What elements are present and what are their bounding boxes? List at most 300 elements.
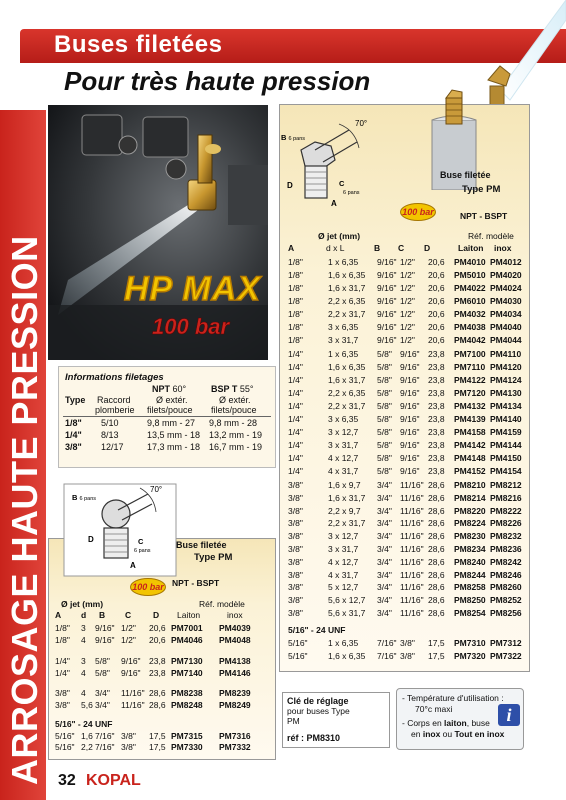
- header-ref: Réf. modèle: [468, 231, 514, 241]
- row-a: 1/4": [288, 466, 303, 476]
- row-laiton: PM4038: [454, 322, 486, 332]
- col-npt: NPT 60°: [152, 384, 187, 394]
- b-label: B 6 pans: [281, 133, 306, 142]
- row-dd: 17,5: [149, 742, 166, 752]
- row-inox: PM4130: [490, 388, 522, 398]
- row-dxl: 4 x 12,7: [328, 453, 359, 463]
- page-subtitle: Pour très haute pression: [64, 66, 371, 96]
- row-b: 5/8": [377, 466, 392, 476]
- row-laiton: PM4152: [454, 466, 486, 476]
- row-laiton: PM8220: [454, 505, 486, 516]
- row-b: 3/4": [377, 480, 392, 490]
- row-b: 9/16": [377, 296, 397, 306]
- row-laiton: PM7315: [171, 731, 203, 741]
- row-a: 1/8": [288, 335, 303, 345]
- big-thread: NPT - BSPT: [460, 211, 508, 221]
- row-a: 3/8": [288, 608, 303, 618]
- row-b: 3/4": [377, 595, 392, 606]
- row-b: 5/8": [377, 362, 392, 372]
- header-ref: Réf. modèle: [199, 599, 245, 609]
- info-cell: 12/17: [101, 442, 124, 452]
- row-c: 11/16": [400, 569, 424, 580]
- row-b: 7/16": [377, 638, 397, 648]
- row-inox: PM4124: [490, 375, 522, 385]
- row-a: 3/8": [288, 569, 303, 580]
- header-dxl: d x L: [326, 243, 345, 253]
- note-temp: - Température d'utilisation :: [402, 693, 504, 703]
- row-d: 20,6: [428, 283, 445, 293]
- row-inox: PM4140: [490, 414, 522, 424]
- row-c: 1/2": [400, 283, 415, 293]
- c-label: C: [339, 179, 345, 188]
- big-type: Type PM: [462, 184, 501, 195]
- row-a: 3/8": [288, 492, 303, 503]
- nozzle-drawing-large: [279, 104, 439, 214]
- row-dd: 23,8: [149, 656, 166, 666]
- row-c: 1/2": [400, 270, 415, 280]
- row-inox: PM4159: [490, 427, 522, 437]
- row-laiton: PM8224: [454, 518, 486, 529]
- row-b: 3/4": [95, 688, 110, 698]
- row-laiton: PM4042: [454, 335, 486, 345]
- row-inox: PM4048: [219, 635, 251, 645]
- row-b: 5/8": [377, 414, 392, 424]
- header-ext1: Ø extér.: [156, 395, 188, 405]
- row-dxl: 2,2 x 6,35: [328, 388, 366, 398]
- unf-title: 5/16" - 24 UNF: [288, 625, 346, 635]
- header-type: Type: [65, 395, 86, 405]
- row-c: 11/16": [400, 608, 424, 618]
- note-temp-value: 70°c maxi: [415, 704, 453, 714]
- row-laiton: PM4142: [454, 440, 486, 450]
- big-title: Buse filetée: [440, 170, 491, 180]
- nozzle-drawing-small: [60, 480, 180, 580]
- hp-pressure-logo: 100 bar: [152, 314, 230, 339]
- row-d: 20,6: [428, 309, 445, 319]
- row-d: 20,6: [428, 296, 445, 306]
- row-c: 9/16": [400, 466, 420, 476]
- row-b: 3/4": [377, 608, 392, 618]
- info-box-title: Informations filetages: [65, 372, 164, 383]
- row-b: 7/16": [95, 731, 115, 741]
- row-dxl: 1 x 6,35: [328, 638, 359, 648]
- row-c: 1/2": [400, 322, 415, 332]
- row-a: 3/8": [288, 480, 303, 490]
- row-c: 9/16": [400, 414, 420, 424]
- row-c: 9/16": [400, 362, 420, 372]
- row-b: 5/8": [377, 349, 392, 359]
- row-dxl: 5,6 x 12,7: [328, 595, 366, 606]
- row-b: 3/4": [377, 569, 392, 580]
- header-inox: inox: [494, 243, 512, 253]
- brand-name: KOPAL: [86, 772, 141, 789]
- row-c: 9/16": [121, 668, 141, 678]
- small-b-label: B 6 pans: [72, 493, 97, 502]
- clef-ref: réf : PM8310: [287, 733, 341, 743]
- row-inox: PM8249: [219, 700, 251, 710]
- row-laiton: PM7320: [454, 651, 486, 661]
- row-a: 3/8": [55, 700, 70, 710]
- row-inox: PM4020: [490, 270, 522, 280]
- row-c: 11/16": [400, 544, 424, 554]
- row-d: 23,8: [428, 362, 445, 372]
- row-inox: PM8236: [490, 544, 522, 554]
- row-b: 9/16": [377, 270, 397, 280]
- row-a: 1/4": [288, 440, 303, 450]
- row-dxl: 2,2 x 31,7: [328, 401, 366, 411]
- row-laiton: PM4132: [454, 401, 486, 411]
- row-dxl: 1,6 x 31,7: [328, 283, 366, 293]
- row-c: 9/16": [400, 401, 420, 411]
- row-laiton: PM4046: [171, 635, 203, 645]
- row-dxl: 3 x 31,7: [328, 335, 359, 345]
- row-b: 7/16": [377, 651, 397, 661]
- row-dxl: 2,2 x 31,7: [328, 309, 366, 319]
- row-a: 3/8": [55, 688, 70, 698]
- row-c: 3/8": [121, 742, 136, 752]
- row-a: 5/16": [288, 638, 308, 648]
- small-c-pans-label: 6 pans: [134, 548, 151, 554]
- row-inox: PM4040: [490, 322, 522, 332]
- row-d: 28,6: [428, 505, 445, 516]
- row-d: 23,8: [428, 427, 445, 437]
- row-c: 11/16": [121, 700, 145, 710]
- row-c: 1/2": [400, 309, 415, 319]
- row-inox: PM4110: [490, 349, 522, 359]
- row-dd: 28,6: [149, 688, 166, 698]
- clef-line1: Clé de réglage: [287, 696, 349, 706]
- header-b: B: [374, 243, 381, 253]
- row-a: 1/8": [288, 296, 303, 306]
- row-laiton: PM8210: [454, 480, 486, 490]
- row-a: 1/4": [288, 453, 303, 463]
- row-d: 23,8: [428, 466, 445, 476]
- unf-title: 5/16" - 24 UNF: [55, 719, 113, 729]
- row-dxl: 1,6 x 6,35: [328, 651, 366, 661]
- row-d: 20,6: [428, 270, 445, 280]
- row-laiton: PM4010: [454, 257, 486, 267]
- row-d: 28,6: [428, 492, 445, 503]
- row-dxl: 1 x 6,35: [328, 349, 359, 359]
- row-a: 5/16": [55, 742, 75, 752]
- row-inox: PM8260: [490, 582, 522, 593]
- row-d: 3: [81, 623, 86, 633]
- row-a: 1/4": [288, 349, 303, 359]
- row-c: 1/2": [400, 335, 415, 345]
- row-c: 11/16": [400, 492, 424, 503]
- info-cell: 9,8 mm - 28: [209, 418, 258, 428]
- small-c-label: C: [138, 537, 144, 546]
- row-a: 1/8": [288, 322, 303, 332]
- row-d: 2,2: [81, 742, 93, 752]
- header-a: A: [55, 610, 62, 620]
- adjustment-key-box: [282, 692, 390, 748]
- page-title: Buses filetées: [54, 31, 223, 58]
- row-a: 3/8": [288, 505, 303, 516]
- info-cell: 16,7 mm - 19: [209, 442, 263, 452]
- row-b: 9/16": [377, 335, 397, 345]
- row-a: 1/4": [288, 362, 303, 372]
- row-dxl: 3 x 12,7: [328, 531, 359, 542]
- info-cell: 3/8": [65, 442, 82, 452]
- row-a: 1/8": [288, 270, 303, 280]
- header-laiton: Laiton: [177, 610, 201, 620]
- row-dd: 20,6: [149, 635, 166, 645]
- row-d: 23,8: [428, 414, 445, 424]
- row-b: 3/4": [377, 518, 392, 529]
- header-jet: Ø jet (mm): [318, 231, 361, 241]
- row-c: 1/2": [400, 296, 415, 306]
- row-d: 23,8: [428, 440, 445, 450]
- row-a: 3/8": [288, 582, 303, 593]
- header-d: D: [424, 243, 431, 253]
- row-a: 1/8": [288, 309, 303, 319]
- d-label: D: [287, 181, 293, 190]
- row-d: 28,6: [428, 569, 445, 580]
- row-dxl: 1 x 6,35: [328, 257, 359, 267]
- row-b: 5/8": [377, 401, 392, 411]
- row-dxl: 2,2 x 9,7: [328, 505, 361, 516]
- row-laiton: PM4148: [454, 453, 486, 463]
- row-dxl: 5,6 x 31,7: [328, 608, 366, 618]
- header-c: C: [125, 610, 132, 620]
- row-inox: PM8222: [490, 505, 522, 516]
- row-a: 3/8": [288, 518, 303, 529]
- row-dxl: 3 x 6,35: [328, 322, 359, 332]
- row-inox: PM4012: [490, 257, 522, 267]
- row-d: 28,6: [428, 531, 445, 542]
- row-c: 3/8": [400, 638, 415, 648]
- header-plomberie: plomberie: [95, 405, 135, 415]
- row-a: 1/8": [55, 623, 70, 633]
- row-dxl: 3 x 31,7: [328, 440, 359, 450]
- row-inox: PM8216: [490, 492, 522, 503]
- row-d: 23,8: [428, 401, 445, 411]
- row-d: 17,5: [428, 651, 445, 661]
- row-a: 1/4": [288, 401, 303, 411]
- row-b: 5/8": [377, 427, 392, 437]
- row-c: 9/16": [400, 427, 420, 437]
- hp-max-logo: HP MAX: [124, 270, 261, 308]
- row-inox: PM8226: [490, 518, 522, 529]
- row-inox: PM4034: [490, 309, 522, 319]
- row-b: 9/16": [95, 635, 115, 645]
- row-laiton: PM8238: [171, 688, 203, 698]
- clef-line2: pour buses Type: [287, 706, 350, 716]
- small-pressure-badge: 100 bar: [130, 578, 166, 596]
- small-thread: NPT - BSPT: [172, 578, 220, 588]
- row-c: 3/8": [400, 651, 415, 661]
- row-laiton: PM7110: [454, 362, 486, 372]
- row-b: 3/4": [377, 544, 392, 554]
- row-a: 3/8": [288, 544, 303, 554]
- row-inox: PM7312: [490, 638, 522, 648]
- row-c: 1/2": [121, 623, 136, 633]
- row-d: 23,8: [428, 453, 445, 463]
- row-a: 1/8": [288, 283, 303, 293]
- row-laiton: PM8250: [454, 595, 486, 606]
- row-inox: PM4024: [490, 283, 522, 293]
- row-a: 1/4": [55, 656, 70, 666]
- row-a: 3/8": [288, 531, 303, 542]
- big-pressure-badge: 100 bar: [400, 203, 436, 221]
- row-d: 23,8: [428, 388, 445, 398]
- row-dd: 20,6: [149, 623, 166, 633]
- row-laiton: PM7140: [171, 668, 203, 678]
- row-laiton: PM4122: [454, 375, 486, 385]
- header-d: d: [81, 610, 87, 620]
- row-c: 11/16": [400, 531, 424, 542]
- info-icon: i: [498, 704, 520, 726]
- header-a: A: [288, 243, 295, 253]
- info-divider: [63, 416, 271, 417]
- row-laiton: PM7130: [171, 656, 203, 666]
- row-c: 11/16": [400, 582, 424, 593]
- row-b: 3/4": [377, 556, 392, 567]
- row-inox: PM4030: [490, 296, 522, 306]
- info-cell: 13,5 mm - 18: [147, 430, 201, 440]
- row-b: 3/4": [377, 582, 392, 593]
- row-laiton: PM4032: [454, 309, 486, 319]
- row-laiton: PM6010: [454, 296, 486, 306]
- row-c: 11/16": [121, 688, 145, 698]
- row-d: 28,6: [428, 608, 445, 618]
- row-laiton: PM8244: [454, 569, 486, 580]
- row-c: 1/2": [400, 257, 415, 267]
- row-a: 3/8": [288, 595, 303, 606]
- row-dxl: 5 x 12,7: [328, 582, 359, 593]
- row-inox: PM4120: [490, 362, 522, 372]
- header-dd: D: [153, 610, 160, 620]
- row-d: 20,6: [428, 257, 445, 267]
- row-inox: PM8252: [490, 595, 522, 606]
- row-d: 3: [81, 656, 86, 666]
- row-inox: PM4150: [490, 453, 522, 463]
- header-jet: Ø jet (mm): [61, 599, 104, 609]
- row-d: 28,6: [428, 556, 445, 567]
- row-a: 3/8": [288, 556, 303, 567]
- row-inox: PM4044: [490, 335, 522, 345]
- row-inox: PM4154: [490, 466, 522, 476]
- row-d: 5,6: [81, 700, 93, 710]
- row-d: 23,8: [428, 349, 445, 359]
- row-a: 1/4": [288, 414, 303, 424]
- row-laiton: PM5010: [454, 270, 486, 280]
- small-type: Type PM: [194, 552, 233, 563]
- row-dd: 17,5: [149, 731, 166, 741]
- a-label: A: [331, 199, 337, 208]
- thread-info-box: [58, 366, 276, 468]
- row-d: 28,6: [428, 595, 445, 606]
- row-inox: PM4039: [219, 623, 251, 633]
- row-dxl: 4 x 12,7: [328, 556, 359, 567]
- info-cell: 8/13: [101, 430, 119, 440]
- small-a-label: A: [130, 561, 136, 570]
- row-laiton: PM4139: [454, 414, 486, 424]
- row-b: 9/16": [377, 322, 397, 332]
- header-inox: inox: [227, 610, 243, 620]
- row-b: 5/8": [377, 453, 392, 463]
- row-c: 9/16": [121, 656, 141, 666]
- row-laiton: PM8248: [171, 700, 203, 710]
- row-d: 4: [81, 635, 86, 645]
- clef-line3: PM: [287, 716, 300, 726]
- row-d: 20,6: [428, 335, 445, 345]
- row-c: 9/16": [400, 349, 420, 359]
- row-laiton: PM7330: [171, 742, 203, 752]
- row-b: 7/16": [95, 742, 115, 752]
- angle-label: 70°: [355, 119, 368, 128]
- row-inox: PM4138: [219, 656, 251, 666]
- row-laiton: PM4158: [454, 427, 486, 437]
- row-d: 4: [81, 688, 86, 698]
- row-a: 5/16": [55, 731, 75, 741]
- row-dxl: 2,2 x 6,35: [328, 296, 366, 306]
- row-laiton: PM7001: [171, 623, 203, 633]
- info-cell: 17,3 mm - 18: [147, 442, 201, 452]
- row-c: 9/16": [400, 375, 420, 385]
- row-inox: PM7332: [219, 742, 251, 752]
- row-dxl: 1,6 x 31,7: [328, 492, 366, 503]
- row-d: 28,6: [428, 480, 445, 490]
- note-nozzle: en inox ou Tout en inox: [411, 729, 505, 739]
- row-inox: PM4146: [219, 668, 251, 678]
- row-dxl: 1,6 x 9,7: [328, 480, 361, 490]
- row-inox: PM8242: [490, 556, 522, 567]
- row-a: 1/8": [55, 635, 70, 645]
- row-laiton: PM7120: [454, 388, 486, 398]
- info-cell: 9,8 mm - 27: [147, 418, 196, 428]
- row-dxl: 1,6 x 31,7: [328, 375, 366, 385]
- info-cell: 1/4": [65, 430, 82, 440]
- row-inox: PM8239: [219, 688, 251, 698]
- row-c: 11/16": [400, 595, 424, 606]
- row-b: 9/16": [95, 623, 115, 633]
- row-dxl: 3 x 12,7: [328, 427, 359, 437]
- row-inox: PM8246: [490, 569, 522, 580]
- row-dxl: 4 x 31,7: [328, 466, 359, 476]
- info-cell: 5/10: [101, 418, 119, 428]
- row-a: 1/4": [55, 668, 70, 678]
- row-inox: PM4144: [490, 440, 522, 450]
- row-c: 9/16": [400, 440, 420, 450]
- row-d: 28,6: [428, 518, 445, 529]
- header-ext2: Ø extér.: [219, 395, 251, 405]
- row-b: 9/16": [377, 257, 397, 267]
- row-b: 9/16": [377, 309, 397, 319]
- row-d: 1,6: [81, 731, 93, 741]
- row-dxl: 3 x 31,7: [328, 544, 359, 554]
- row-laiton: PM8234: [454, 544, 486, 554]
- row-c: 9/16": [400, 453, 420, 463]
- row-d: 20,6: [428, 322, 445, 332]
- row-dd: 28,6: [149, 700, 166, 710]
- row-laiton: PM7310: [454, 638, 486, 648]
- info-cell: 1/8": [65, 418, 82, 428]
- row-d: 23,8: [428, 375, 445, 385]
- row-laiton: PM4022: [454, 283, 486, 293]
- header-b: B: [99, 610, 106, 620]
- row-dxl: 1,6 x 6,35: [328, 270, 366, 280]
- header-filets2: filets/pouce: [211, 405, 257, 415]
- row-dxl: 3 x 6,35: [328, 414, 359, 424]
- row-dxl: 2,2 x 31,7: [328, 518, 366, 529]
- row-inox: PM4134: [490, 401, 522, 411]
- row-dd: 23,8: [149, 668, 166, 678]
- row-inox: PM8232: [490, 531, 522, 542]
- row-b: 5/8": [95, 668, 110, 678]
- row-c: 1/2": [121, 635, 136, 645]
